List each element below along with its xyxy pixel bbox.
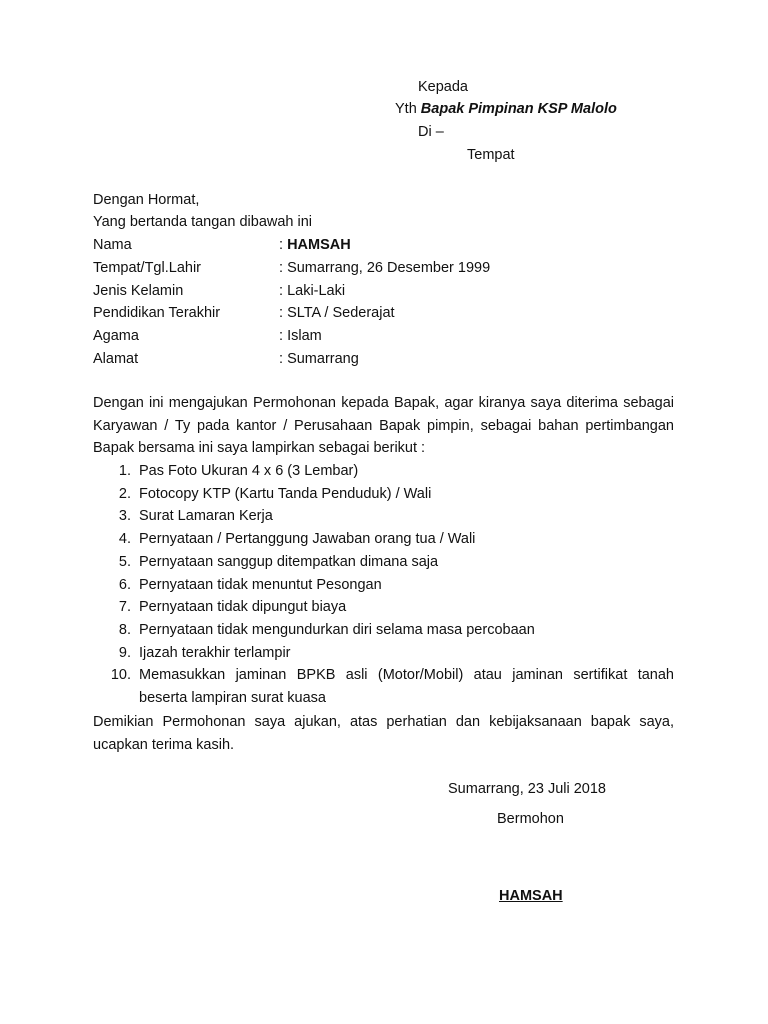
list-item: [93, 528, 674, 551]
identity-label: Jenis Kelamin: [93, 283, 184, 299]
list-number: 5.: [118, 553, 131, 570]
identity-label: Pendidikan Terakhir: [93, 305, 221, 321]
identity-value: : Islam: [279, 328, 322, 344]
list-text: Surat Lamaran Kerja: [139, 508, 273, 525]
recipient-name: Bapak Pimpinan KSP Malolo: [420, 101, 617, 117]
list-item: [93, 619, 674, 642]
identity-row-birth: [93, 257, 674, 280]
list-number: 9.: [118, 644, 131, 661]
list-text: Pernyataan tidak mengundurkan diri selama masa percobaan: [139, 621, 535, 638]
identity-row-education: [93, 302, 674, 325]
identity-label: Alamat: [93, 351, 139, 367]
identity-label: Tempat/Tgl.Lahir: [93, 260, 201, 276]
list-text: Pernyataan / Pertanggung Jawaban orang tua / Wali: [139, 531, 476, 548]
list-number: 2.: [118, 485, 131, 502]
identity-row-address: [93, 348, 674, 371]
tempat-line: Tempat: [467, 147, 515, 163]
list-number: 1.: [118, 463, 131, 479]
list-item: [93, 664, 674, 709]
list-number: 4.: [118, 531, 131, 548]
body-paragraph: Dengan ini mengajukan Permohonan kepada Bapak, agar kiranya saya diterima sebagai Karyawan / Ty pada kantor / Perusahaan Bapak pimpin, sebagai bahan pertimbangan Bapak bersama ini saya lampirkan sebagai berikut :: [93, 395, 674, 457]
di-line: Di –: [418, 124, 444, 140]
identity-value: : Laki-Laki: [279, 283, 346, 299]
list-number: 6.: [118, 576, 131, 593]
closing-paragraph: Demikian Permohonan saya ajukan, atas perhatian dan kebijaksanaan bapak saya, ucapkan terima kasih.: [93, 714, 674, 753]
attachment-list: [93, 460, 674, 710]
list-text: Pernyataan tidak menuntut Pesongan: [139, 576, 382, 593]
signature-name: HAMSAH: [499, 888, 563, 904]
identity-value: : HAMSAH: [279, 237, 351, 253]
list-item: [93, 460, 674, 483]
identity-row-gender: [93, 280, 674, 303]
recipient-line: [395, 98, 617, 121]
list-text: Pas Foto Ukuran 4 x 6 (3 Lembar): [139, 463, 359, 479]
list-number: 10.: [110, 667, 131, 684]
identity-row-religion: [93, 325, 674, 348]
intro-line: Yang bertanda tangan dibawah ini: [93, 214, 313, 230]
greeting: Dengan Hormat,: [93, 192, 200, 208]
yth-prefix: Yth: [395, 101, 417, 117]
identity-row-name: [93, 234, 674, 257]
list-item: [93, 505, 674, 528]
list-number: 8.: [118, 621, 131, 638]
identity-value: : SLTA / Sederajat: [279, 305, 395, 321]
list-text: Pernyataan sanggup ditempatkan dimana saja: [139, 553, 439, 570]
list-text: Ijazah terakhir terlampir: [139, 644, 291, 661]
identity-value: : Sumarrang, 26 Desember 1999: [279, 260, 491, 276]
list-text: Memasukkan jaminan BPKB asli (Motor/Mobil) atau jaminan sertifikat tanah beserta lampiran surat kuasa: [139, 667, 674, 707]
identity-label: Agama: [93, 328, 139, 344]
list-text: Pernyataan tidak dipungut biaya: [139, 599, 347, 616]
list-item: [93, 596, 674, 619]
list-number: 3.: [118, 508, 131, 525]
list-number: 7.: [118, 599, 131, 616]
identity-label: Nama: [93, 237, 132, 253]
list-item: [93, 642, 674, 665]
bermohon-line: Bermohon: [497, 811, 564, 827]
list-item: [93, 483, 674, 506]
list-text: Fotocopy KTP (Kartu Tanda Penduduk) / Wali: [139, 485, 432, 502]
list-item: [93, 574, 674, 597]
list-item: [93, 551, 674, 574]
place-date: Sumarrang, 23 Juli 2018: [448, 781, 606, 797]
identity-value: : Sumarrang: [279, 351, 359, 367]
kepada-line: Kepada: [418, 79, 468, 95]
